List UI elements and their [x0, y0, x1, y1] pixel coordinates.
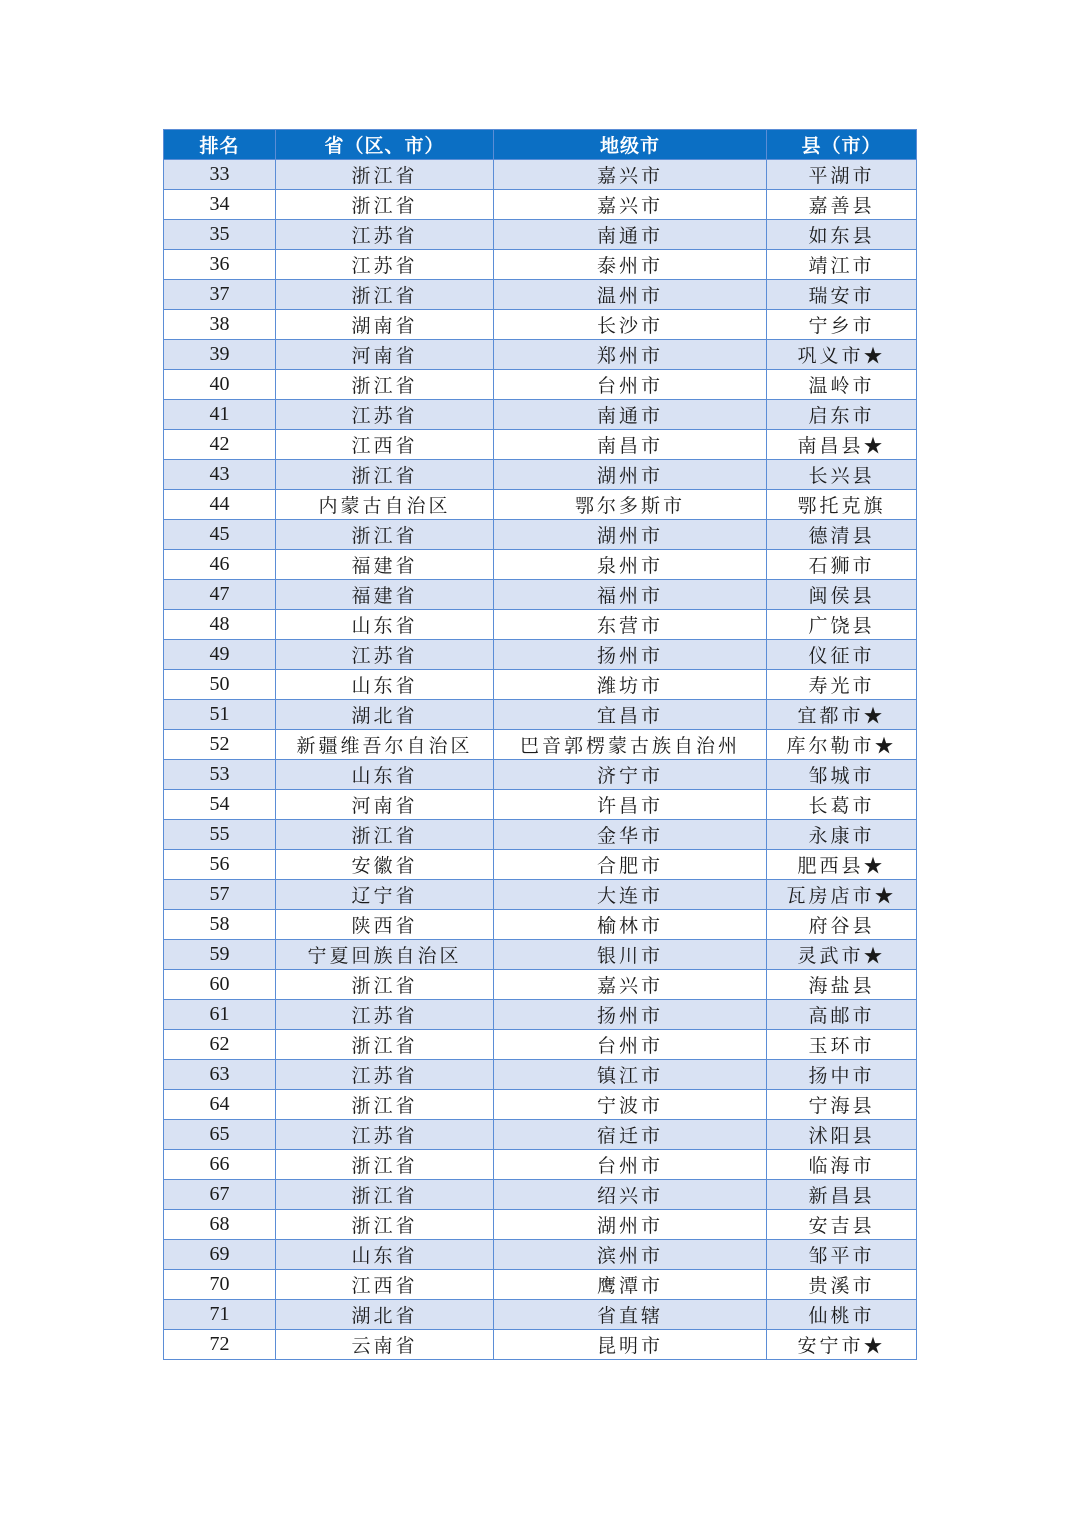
cell-province: 山东省: [276, 670, 494, 700]
cell-province: 河南省: [276, 340, 494, 370]
cell-city: 榆林市: [494, 910, 767, 940]
table-row: [164, 1330, 917, 1360]
cell-rank: 48: [164, 610, 276, 640]
table-row: [164, 580, 917, 610]
table-body: [164, 160, 917, 1360]
cell-city: 巴音郭楞蒙古族自治州: [494, 730, 767, 760]
cell-county: 瓦房店市★: [767, 880, 917, 910]
table-row: [164, 730, 917, 760]
cell-county: 临海市: [767, 1150, 917, 1180]
table-row: [164, 190, 917, 220]
table-row: [164, 1030, 917, 1060]
cell-rank: 36: [164, 250, 276, 280]
cell-city: 滨州市: [494, 1240, 767, 1270]
cell-province: 浙江省: [276, 1180, 494, 1210]
table-row: [164, 700, 917, 730]
cell-county: 嘉善县: [767, 190, 917, 220]
cell-county: 灵武市★: [767, 940, 917, 970]
cell-city: 南通市: [494, 400, 767, 430]
cell-city: 泉州市: [494, 550, 767, 580]
table-header: [164, 130, 917, 160]
cell-city: 嘉兴市: [494, 970, 767, 1000]
cell-province: 江苏省: [276, 220, 494, 250]
cell-rank: 37: [164, 280, 276, 310]
cell-province: 浙江省: [276, 280, 494, 310]
cell-county: 邹平市: [767, 1240, 917, 1270]
cell-city: 宿迁市: [494, 1120, 767, 1150]
cell-province: 江苏省: [276, 1000, 494, 1030]
cell-county: 寿光市: [767, 670, 917, 700]
cell-rank: 33: [164, 160, 276, 190]
cell-county: 邹城市: [767, 760, 917, 790]
cell-county: 库尔勒市★: [767, 730, 917, 760]
table-row: [164, 490, 917, 520]
table-row: [164, 1180, 917, 1210]
cell-rank: 43: [164, 460, 276, 490]
cell-rank: 38: [164, 310, 276, 340]
table-row: [164, 520, 917, 550]
cell-province: 湖北省: [276, 1300, 494, 1330]
cell-province: 浙江省: [276, 190, 494, 220]
cell-city: 台州市: [494, 370, 767, 400]
cell-county: 温岭市: [767, 370, 917, 400]
cell-city: 合肥市: [494, 850, 767, 880]
header-city: 地级市: [494, 130, 767, 160]
cell-rank: 40: [164, 370, 276, 400]
table-row: [164, 970, 917, 1000]
cell-city: 鹰潭市: [494, 1270, 767, 1300]
table-row: [164, 670, 917, 700]
cell-rank: 39: [164, 340, 276, 370]
cell-city: 台州市: [494, 1150, 767, 1180]
cell-rank: 63: [164, 1060, 276, 1090]
table-row: [164, 340, 917, 370]
table-row: [164, 1150, 917, 1180]
cell-city: 扬州市: [494, 1000, 767, 1030]
cell-county: 永康市: [767, 820, 917, 850]
cell-province: 浙江省: [276, 970, 494, 1000]
cell-city: 大连市: [494, 880, 767, 910]
cell-rank: 49: [164, 640, 276, 670]
cell-county: 巩义市★: [767, 340, 917, 370]
cell-city: 湖州市: [494, 520, 767, 550]
table-row: [164, 460, 917, 490]
cell-province: 江苏省: [276, 250, 494, 280]
cell-county: 鄂托克旗: [767, 490, 917, 520]
cell-county: 瑞安市: [767, 280, 917, 310]
cell-province: 湖南省: [276, 310, 494, 340]
cell-city: 嘉兴市: [494, 160, 767, 190]
cell-county: 宁乡市: [767, 310, 917, 340]
cell-province: 浙江省: [276, 820, 494, 850]
cell-city: 嘉兴市: [494, 190, 767, 220]
cell-province: 浙江省: [276, 460, 494, 490]
cell-rank: 51: [164, 700, 276, 730]
header-row: [164, 130, 917, 160]
cell-rank: 42: [164, 430, 276, 460]
table-row: [164, 220, 917, 250]
cell-rank: 57: [164, 880, 276, 910]
cell-county: 如东县: [767, 220, 917, 250]
header-province: 省（区、市）: [276, 130, 494, 160]
cell-city: 泰州市: [494, 250, 767, 280]
cell-rank: 47: [164, 580, 276, 610]
table-row: [164, 820, 917, 850]
table-row: [164, 850, 917, 880]
table-row: [164, 1240, 917, 1270]
cell-province: 江苏省: [276, 1060, 494, 1090]
cell-county: 德清县: [767, 520, 917, 550]
cell-city: 省直辖: [494, 1300, 767, 1330]
cell-rank: 44: [164, 490, 276, 520]
cell-city: 鄂尔多斯市: [494, 490, 767, 520]
cell-city: 福州市: [494, 580, 767, 610]
table-row: [164, 310, 917, 340]
cell-city: 扬州市: [494, 640, 767, 670]
cell-city: 绍兴市: [494, 1180, 767, 1210]
table-row: [164, 1300, 917, 1330]
cell-city: 温州市: [494, 280, 767, 310]
table-row: [164, 940, 917, 970]
table-row: [164, 280, 917, 310]
cell-rank: 69: [164, 1240, 276, 1270]
cell-province: 江西省: [276, 430, 494, 460]
cell-city: 镇江市: [494, 1060, 767, 1090]
cell-rank: 65: [164, 1120, 276, 1150]
cell-city: 银川市: [494, 940, 767, 970]
cell-county: 广饶县: [767, 610, 917, 640]
cell-province: 内蒙古自治区: [276, 490, 494, 520]
cell-rank: 71: [164, 1300, 276, 1330]
cell-province: 山东省: [276, 1240, 494, 1270]
cell-county: 仙桃市: [767, 1300, 917, 1330]
table-row: [164, 400, 917, 430]
cell-city: 台州市: [494, 1030, 767, 1060]
cell-county: 肥西县★: [767, 850, 917, 880]
table-row: [164, 1060, 917, 1090]
county-ranking-table: [163, 129, 917, 1360]
cell-province: 湖北省: [276, 700, 494, 730]
cell-province: 山东省: [276, 760, 494, 790]
cell-county: 平湖市: [767, 160, 917, 190]
cell-rank: 50: [164, 670, 276, 700]
cell-rank: 60: [164, 970, 276, 1000]
cell-county: 石狮市: [767, 550, 917, 580]
cell-rank: 41: [164, 400, 276, 430]
cell-rank: 54: [164, 790, 276, 820]
cell-province: 陕西省: [276, 910, 494, 940]
cell-city: 长沙市: [494, 310, 767, 340]
cell-city: 南昌市: [494, 430, 767, 460]
cell-rank: 61: [164, 1000, 276, 1030]
table-row: [164, 880, 917, 910]
cell-county: 安宁市★: [767, 1330, 917, 1360]
table-row: [164, 610, 917, 640]
cell-rank: 72: [164, 1330, 276, 1360]
cell-city: 宁波市: [494, 1090, 767, 1120]
table-row: [164, 550, 917, 580]
cell-city: 潍坊市: [494, 670, 767, 700]
cell-province: 江苏省: [276, 1120, 494, 1150]
table-row: [164, 640, 917, 670]
cell-county: 高邮市: [767, 1000, 917, 1030]
cell-county: 启东市: [767, 400, 917, 430]
cell-rank: 45: [164, 520, 276, 550]
cell-province: 福建省: [276, 580, 494, 610]
table-row: [164, 160, 917, 190]
table-row: [164, 250, 917, 280]
cell-province: 浙江省: [276, 1210, 494, 1240]
cell-province: 江苏省: [276, 640, 494, 670]
table-row: [164, 1270, 917, 1300]
cell-rank: 59: [164, 940, 276, 970]
table-row: [164, 1210, 917, 1240]
cell-province: 浙江省: [276, 160, 494, 190]
cell-rank: 34: [164, 190, 276, 220]
cell-province: 福建省: [276, 550, 494, 580]
cell-city: 东营市: [494, 610, 767, 640]
cell-county: 靖江市: [767, 250, 917, 280]
cell-rank: 56: [164, 850, 276, 880]
cell-county: 长兴县: [767, 460, 917, 490]
cell-province: 浙江省: [276, 1030, 494, 1060]
cell-city: 湖州市: [494, 1210, 767, 1240]
cell-county: 海盐县: [767, 970, 917, 1000]
cell-county: 安吉县: [767, 1210, 917, 1240]
header-county: 县（市）: [767, 130, 917, 160]
cell-province: 新疆维吾尔自治区: [276, 730, 494, 760]
cell-rank: 53: [164, 760, 276, 790]
cell-county: 闽侯县: [767, 580, 917, 610]
cell-rank: 35: [164, 220, 276, 250]
cell-rank: 46: [164, 550, 276, 580]
cell-city: 昆明市: [494, 1330, 767, 1360]
cell-rank: 64: [164, 1090, 276, 1120]
cell-county: 长葛市: [767, 790, 917, 820]
cell-county: 新昌县: [767, 1180, 917, 1210]
cell-city: 宜昌市: [494, 700, 767, 730]
cell-county: 贵溪市: [767, 1270, 917, 1300]
cell-rank: 52: [164, 730, 276, 760]
cell-province: 山东省: [276, 610, 494, 640]
header-rank: 排名: [164, 130, 276, 160]
cell-county: 扬中市: [767, 1060, 917, 1090]
table-row: [164, 760, 917, 790]
cell-rank: 68: [164, 1210, 276, 1240]
table-row: [164, 1000, 917, 1030]
table-row: [164, 1090, 917, 1120]
cell-rank: 70: [164, 1270, 276, 1300]
cell-city: 南通市: [494, 220, 767, 250]
cell-county: 南昌县★: [767, 430, 917, 460]
cell-province: 浙江省: [276, 1090, 494, 1120]
table-row: [164, 370, 917, 400]
cell-province: 宁夏回族自治区: [276, 940, 494, 970]
table-row: [164, 430, 917, 460]
cell-province: 浙江省: [276, 1150, 494, 1180]
cell-city: 湖州市: [494, 460, 767, 490]
cell-province: 安徽省: [276, 850, 494, 880]
cell-city: 金华市: [494, 820, 767, 850]
cell-province: 云南省: [276, 1330, 494, 1360]
cell-county: 府谷县: [767, 910, 917, 940]
cell-city: 许昌市: [494, 790, 767, 820]
cell-county: 玉环市: [767, 1030, 917, 1060]
cell-province: 辽宁省: [276, 880, 494, 910]
cell-county: 宁海县: [767, 1090, 917, 1120]
cell-province: 浙江省: [276, 520, 494, 550]
cell-province: 江西省: [276, 1270, 494, 1300]
cell-county: 沭阳县: [767, 1120, 917, 1150]
cell-city: 济宁市: [494, 760, 767, 790]
cell-rank: 62: [164, 1030, 276, 1060]
cell-province: 浙江省: [276, 370, 494, 400]
cell-rank: 58: [164, 910, 276, 940]
cell-province: 江苏省: [276, 400, 494, 430]
cell-county: 宜都市★: [767, 700, 917, 730]
cell-rank: 67: [164, 1180, 276, 1210]
table-row: [164, 1120, 917, 1150]
cell-city: 郑州市: [494, 340, 767, 370]
cell-rank: 66: [164, 1150, 276, 1180]
cell-county: 仪征市: [767, 640, 917, 670]
cell-province: 河南省: [276, 790, 494, 820]
cell-rank: 55: [164, 820, 276, 850]
table-row: [164, 790, 917, 820]
table-row: [164, 910, 917, 940]
